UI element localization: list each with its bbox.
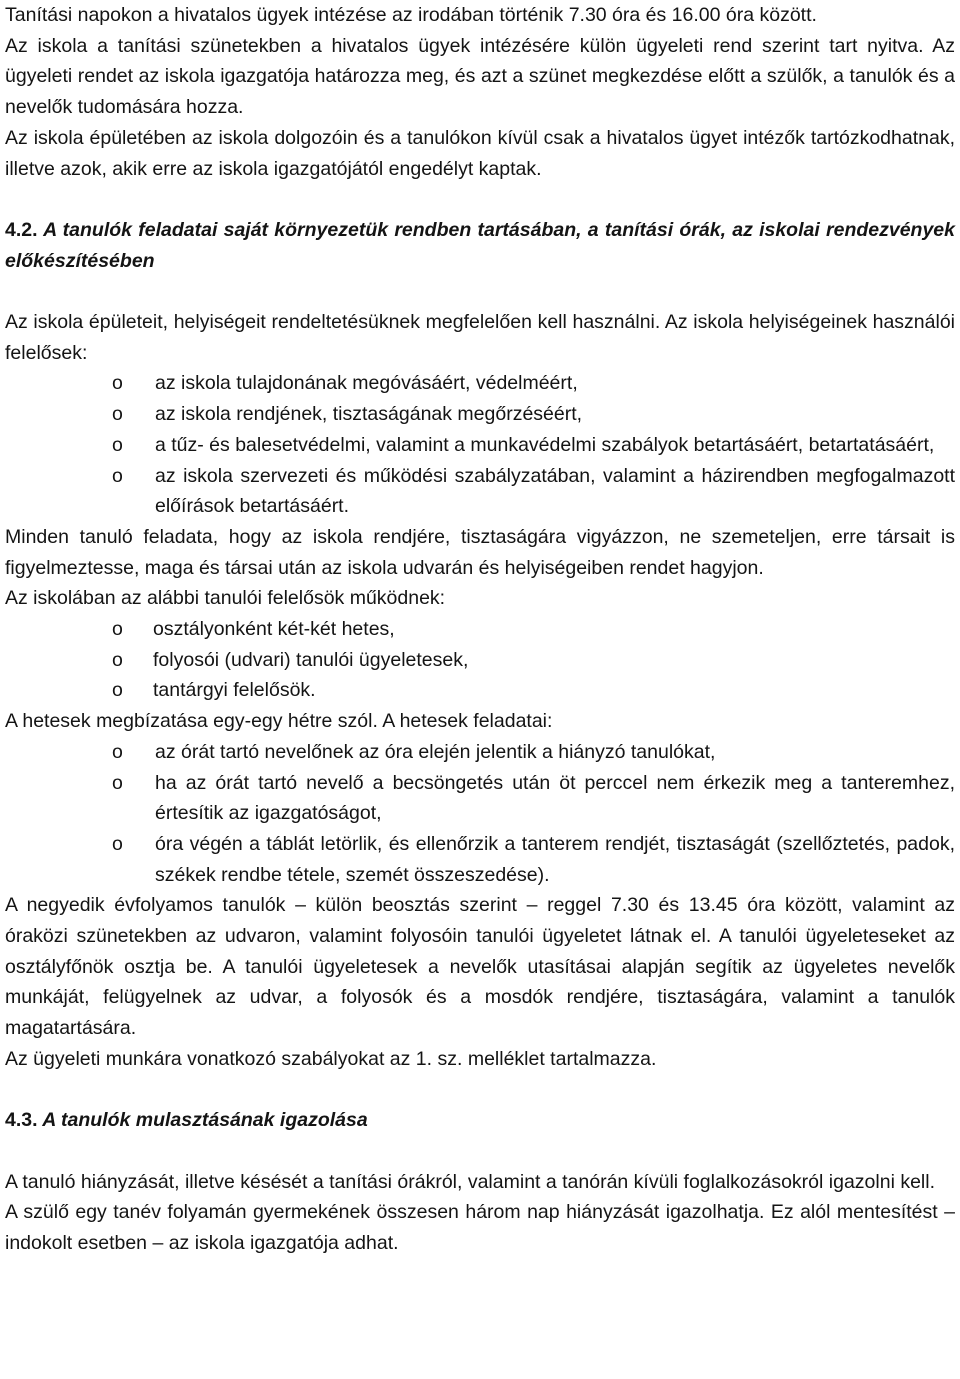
- building-access-paragraph: Az iskola épületében az iskola dolgozóin és a tanulókon kívül csak a hivatalos ügyet intézők tartózkodhatnak, illetve azok, akik erre az iskola igazgatójától engedélyt kaptak.: [5, 126, 955, 180]
- list-item: o a tűz- és balesetvédelmi, valamint a munkavédelmi szabályok betartásáért, betartatásáért,: [5, 430, 955, 461]
- bullet-marker: o: [112, 464, 123, 487]
- rooms-usage-paragraph: Az iskola épületeit, helyiségeit rendeltetésüknek megfelelően kell használni. Az iskola helyiségeinek használói felelősek:: [5, 311, 955, 364]
- bullet-marker: o: [112, 372, 123, 395]
- section-4-3-heading: [5, 1105, 955, 1136]
- responsibilities-list: [5, 368, 955, 522]
- student-duty-paragraph: Minden tanuló feladata, hogy az iskola rendjére, tisztaságára vigyázzon, ne szemeteljen, erre társait is figyelmeztesse, maga és társai után az iskola udvarán és helyiségeiben rendet hagyjon.: [5, 525, 955, 579]
- section-4-2-number: 4.2.: [5, 218, 38, 241]
- section-4-2-heading: [5, 215, 955, 276]
- list-item: o az iskola rendjének, tisztaságának megőrzéséért,: [5, 399, 955, 430]
- office-hours-paragraph: Tanítási napokon a hivatalos ügyek intézése az irodában történik 7.30 óra és 16.00 óra között.: [5, 4, 817, 26]
- list-item: o óra végén a táblát letörlik, és ellenőrzik a tanterem rendjét, tisztaságát (szellőztetés, padok, székek rendbe tétele, szemét összeszedése).: [5, 829, 955, 890]
- list-item: o osztályonként két-két hetes,: [5, 614, 955, 645]
- list-item: o folyosói (udvari) tanulói ügyeletesek,: [5, 645, 955, 676]
- officers-intro: Az iskolában az alábbi tanulói felelősök működnek:: [5, 587, 446, 610]
- list-item: o az iskola szervezeti és működési szabályzatában, valamint a házirendben megfogalmazott előírások betartásáért.: [5, 461, 955, 522]
- list-item: o az órát tartó nevelőnek az óra elején jelentik a hiányzó tanulókat,: [5, 737, 955, 768]
- document-page: [5, 0, 955, 1259]
- bullet-marker: o: [112, 648, 123, 671]
- list-item: o az iskola tulajdonának megóvásáért, védelméért,: [5, 368, 955, 399]
- section-4-3-title: A tanulók mulasztásának igazolása: [42, 1109, 368, 1132]
- bullet-marker: o: [112, 618, 123, 641]
- parent-justification-paragraph: A szülő egy tanév folyamán gyermekének összesen három nap hiányzását igazolhatja. Ez alól mentesítést – indokolt esetben – az iskola igazgatója adhat.: [5, 1201, 955, 1255]
- list-item: o tantárgyi felelősök.: [5, 675, 955, 706]
- section-4-2-title: A tanulók feladatai saját környezetük rendben tartásában, a tanítási órák, az iskolai rendezvények előkészítésében: [5, 218, 955, 272]
- bullet-marker: o: [112, 679, 123, 702]
- holiday-duty-paragraph: Az iskola a tanítási szünetekben a hivatalos ügyek intézésére külön ügyeleti rend szerint tart nyitva. Az ügyeleti rendet az iskola igazgatója határozza meg, és azt a szünet megkezdése előtt a szülők, a tanulók és a nevelők tudomására hozza.: [5, 34, 955, 119]
- bullet-marker: o: [112, 832, 123, 855]
- bullet-marker: o: [112, 771, 123, 794]
- weekly-tasks-list: [5, 737, 955, 891]
- fourth-grade-duty-paragraph: A negyedik évfolyamos tanulók – külön beosztás szerint – reggel 7.30 és 13.45 óra között, valamint az óraközi szünetekben az udvaron, valamint folyosóin tanulói ügyeletet látnak el. A tanulói ügyeleteseket az osztályfőnök osztja be. A tanulói ügyeletesek a nevelők utasításai alapján segítik az ügyeletes nevelők munkáját, felügyelnek az udvar, a folyosók és a mosdók rendjére, tisztaságára, valamint a tanulók magatartására.: [5, 894, 955, 1040]
- list-item: o ha az órát tartó nevelő a becsöngetés után öt perccel nem érkezik meg a tanteremhez, értesítik az igazgatóságot,: [5, 768, 955, 829]
- bullet-marker: o: [112, 403, 123, 426]
- weekly-duty-intro: A hetesek megbízatása egy-egy hétre szól. A hetesek feladatai:: [5, 710, 553, 733]
- annex-reference-paragraph: Az ügyeleti munkára vonatkozó szabályokat az 1. sz. melléklet tartalmazza.: [5, 1047, 657, 1070]
- officers-list: [5, 614, 955, 706]
- bullet-marker: o: [112, 740, 123, 763]
- absence-justification-paragraph: A tanuló hiányzását, illetve késését a tanítási órákról, valamint a tanórán kívüli foglalkozásokról igazolni kell.: [5, 1170, 935, 1193]
- section-4-3-number: 4.3.: [5, 1109, 38, 1132]
- bullet-marker: o: [112, 433, 123, 456]
